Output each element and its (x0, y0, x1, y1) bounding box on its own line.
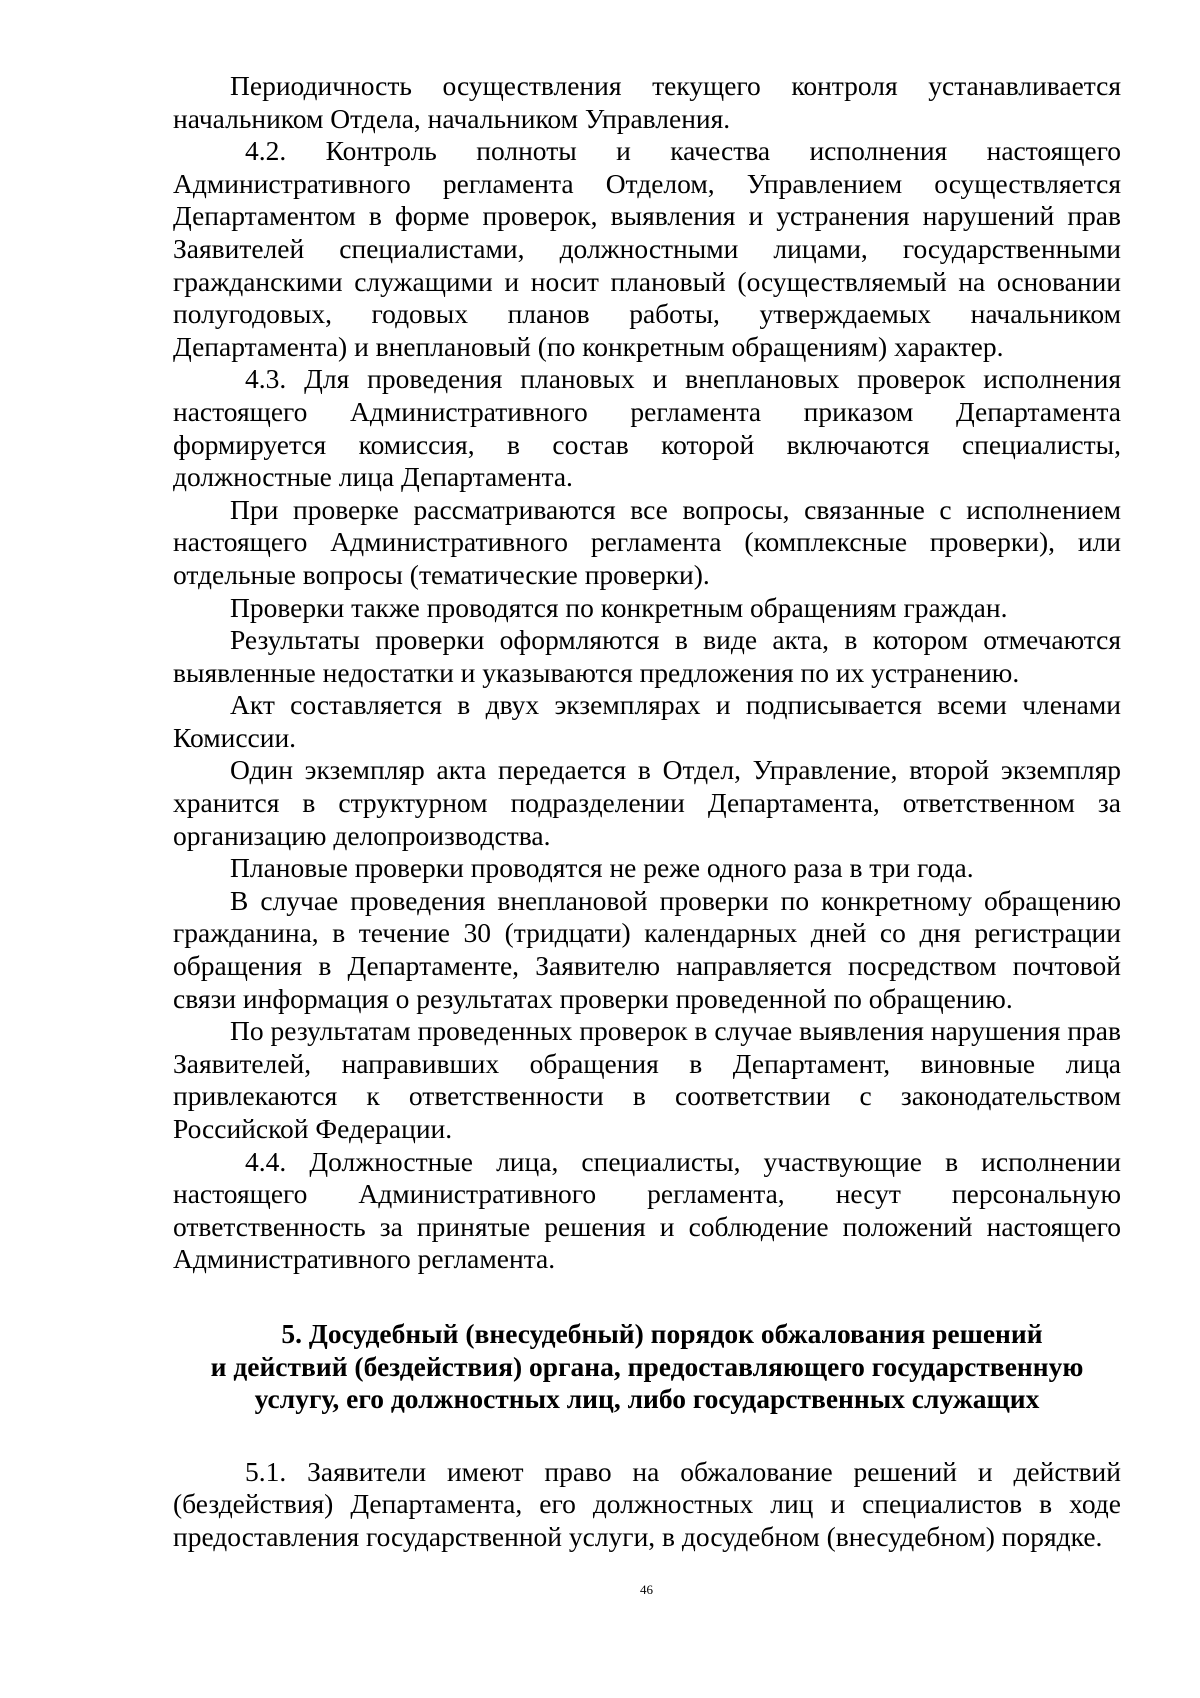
paragraph-unplanned-inspection: В случае проведения внеплановой проверки по конкретному обращению гражданина, в течение 30 (тридцати) календарных дней со дня регистрации обращения в Департаменте, Заявителю направляется посредством почтовой связи информация о результатах проверки проведенной по обращению. (173, 884, 1121, 1014)
paragraph-violations-liability: По результатам проведенных проверок в случае выявления нарушения прав Заявителей, направивших обращения в Департамент, виновные лица привлекаются к ответственности в соответствии с законодательством Российской Федерации. (173, 1015, 1121, 1144)
section-heading-line-2: и действий (бездействия) органа, предоставляющего государственную (210, 1350, 1084, 1382)
paragraph-inspection-scope: При проверке рассматриваются все вопросы, связанные с исполнением настоящего Административного регламента (комплексные проверки), или отдельные вопросы (тематические проверки). (173, 493, 1121, 590)
paragraph-inspection-appeals: Проверки также проводятся по конкретным обращениям граждан. (230, 591, 1008, 623)
paragraph-5-1: 5.1. Заявители имеют право на обжалование решений и действий (бездействия) Департамента, его должностных лиц и специалистов в ходе предоставления государственной услуги, в досудебном (внесудебном) порядке. (173, 1455, 1121, 1552)
page-number: 46 (640, 1582, 653, 1597)
paragraph-planned-frequency: Плановые проверки проводятся не реже одного раза в три года. (230, 852, 974, 884)
section-heading-line-3: услугу, его должностных лиц, либо государственных служащих (254, 1383, 1040, 1415)
document-body (173, 70, 1121, 1554)
paragraph-act-storage: Один экземпляр акта передается в Отдел, Управление, второй экземпляр хранится в структурном подразделении Департамента, ответственном за организацию делопроизводства. (173, 754, 1121, 851)
section-5-heading (173, 1318, 1121, 1416)
paragraph-4-4: 4.4. Должностные лица, специалисты, участвующие в исполнении настоящего Административного регламента, несут персональную ответственность за принятые решения и соблюдение положений настоящего Административного регламента. (173, 1145, 1121, 1275)
paragraph-inspection-results: Результаты проверки оформляются в виде акта, в котором отмечаются выявленные недостатки и указываются предложения по их устранению. (173, 624, 1121, 688)
section-heading-line-1: 5. Досудебный (внесудебный) порядок обжалования решений (281, 1317, 1043, 1349)
paragraph-act-copies: Акт составляется в двух экземплярах и подписывается всеми членами Комиссии. (173, 689, 1121, 753)
paragraph-control-periodicity: Периодичность осуществления текущего контроля устанавливается начальником Отдела, начальником Управления. (173, 70, 1121, 134)
paragraph-4-2: 4.2. Контроль полноты и качества исполнения настоящего Административного регламента Отделом, Управлением осуществляется Департаментом в форме проверок, выявления и устранения нарушений прав Заявителей специалистами, должностными лицами, государственными гражданскими служащими и носит плановый (осуществляемый на основании полугодовых, годовых планов работы, утверждаемых начальником Департамента) и внеплановый (по конкретным обращениям) характер. (173, 135, 1121, 362)
paragraph-4-3: 4.3. Для проведения плановых и внеплановых проверок исполнения настоящего Административного регламента приказом Департамента формируется комиссия, в состав которой включаются специалисты, должностные лица Департамента. (173, 363, 1121, 493)
